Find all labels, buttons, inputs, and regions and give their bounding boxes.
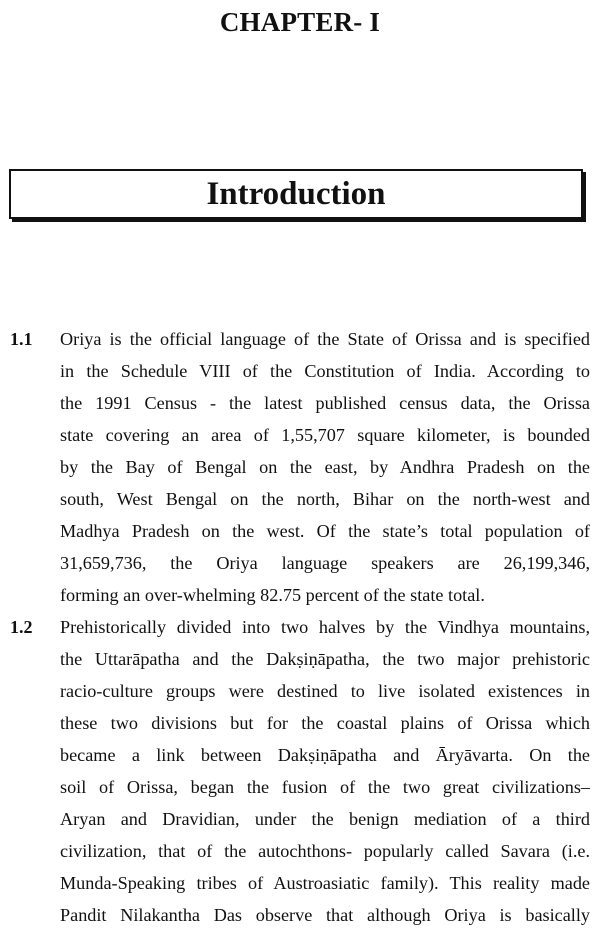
paragraph-line: Prehistorically divided into two halves by the Vindhya mountains,	[60, 617, 590, 637]
title-box	[9, 169, 583, 219]
paragraph-line: racio-culture groups were destined to live isolated existences in	[60, 681, 590, 701]
paragraph-line: Oriya is the official language of the State of Orissa and is specified	[60, 329, 590, 349]
chapter-heading: CHAPTER- I	[219, 7, 381, 37]
paragraph-line: state covering an area of 1,55,707 square kilometer, is bounded	[60, 425, 590, 445]
paragraph-line: the 1991 Census - the latest published census data, the Orissa	[60, 393, 590, 413]
paragraph-line: south, West Bengal on the north, Bihar on the north-west and	[60, 489, 590, 509]
paragraph-line: by the Bay of Bengal on the east, by Andhra Pradesh on the	[60, 457, 590, 477]
paragraph-number: 1.1	[10, 329, 33, 349]
section-title: Introduction	[206, 176, 386, 212]
paragraph-line: forming an over-whelming 82.75 percent of the state total.	[60, 585, 485, 605]
paragraph-line: these two divisions but for the coastal plains of Orissa which	[60, 713, 590, 733]
paragraph-line: soil of Orissa, began the fusion of the two great civilizations–	[60, 777, 590, 797]
paragraph-line: 31,659,736, the Oriya language speakers are 26,199,346,	[60, 553, 590, 573]
paragraph-line: Madhya Pradesh on the west. Of the state’s total population of	[60, 521, 590, 541]
paragraph-line: Aryan and Dravidian, under the benign mediation of a third	[60, 809, 590, 829]
paragraph-line: the Uttarāpatha and the Dakṣiṇāpatha, the two major prehistoric	[60, 649, 590, 669]
paragraph-line: became a link between Dakṣiṇāpatha and Āryāvarta. On the	[60, 745, 590, 765]
paragraph-line: in the Schedule VIII of the Constitution of India. According to	[60, 361, 590, 381]
paragraph-number: 1.2	[10, 617, 33, 637]
paragraph-line: civilization, that of the autochthons- popularly called Savara (i.e.	[60, 841, 590, 861]
paragraph-line: Pandit Nilakantha Das observe that although Oriya is basically	[60, 905, 590, 925]
paragraph-line: Munda-Speaking tribes of Austroasiatic family). This reality made	[60, 873, 590, 893]
